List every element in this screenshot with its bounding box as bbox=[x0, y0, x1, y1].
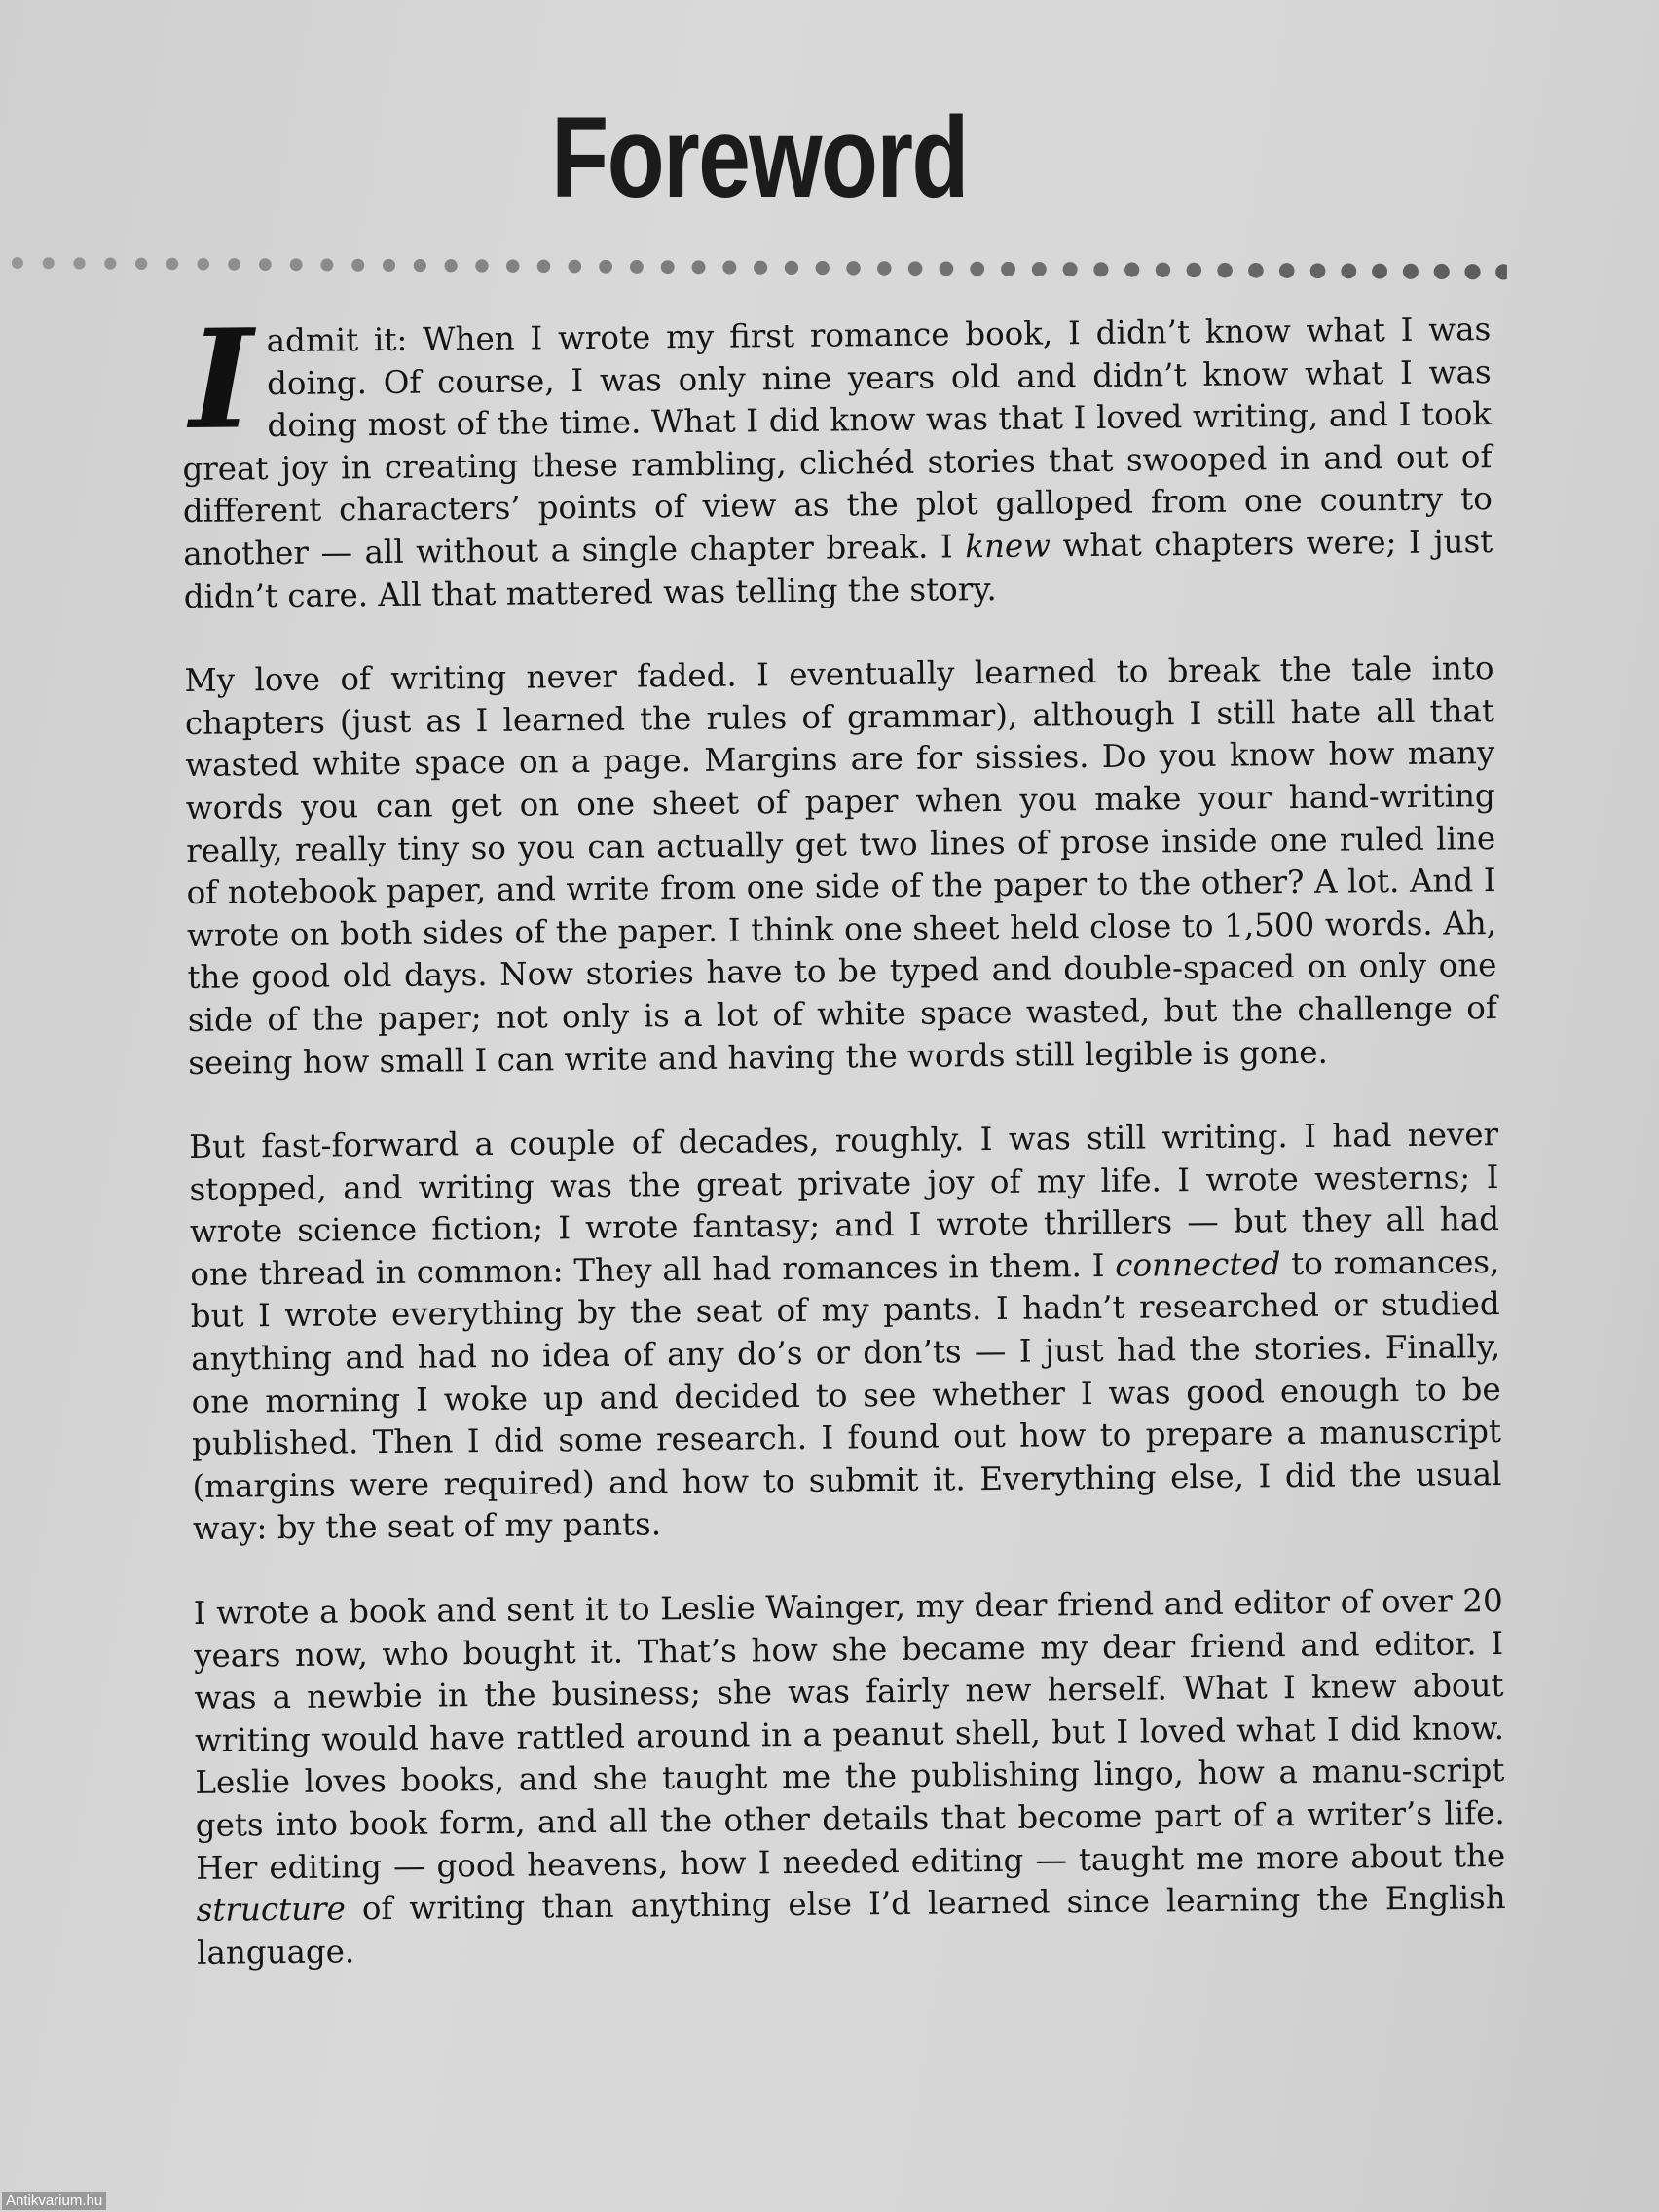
rule-dot bbox=[1372, 264, 1387, 279]
rule-dot bbox=[1279, 263, 1295, 278]
rule-dot bbox=[506, 259, 520, 273]
rule-dot bbox=[568, 260, 581, 274]
rule-dot bbox=[599, 260, 612, 274]
paragraph-text: admit it: When I wrote my first romance book, I didn’t know what I was doing. Of course, I was only nine years old and didn’t know what I was doing most of the time. What I did know was that I loved writing, and I took great joy in creating these rambling, clichéd stories that swooped in and out of different characters’ points of view as the plot galloped from one country to another — all without a single chapter break. I bbox=[182, 311, 1493, 572]
rule-dot bbox=[228, 258, 240, 271]
rule-dot bbox=[1310, 263, 1326, 278]
paragraph-text: to romances, but I wrote everything by the seat of my pants. I hadn’t researched or studied anything and had no idea of any do’s or don’ts — I just had the stories. Finally, one morning I woke up and decided to see whether I was good enough to be published. Then I did some research. I found out how to prepare a manuscript (margins were required) and how to submit it. Everything else, I did the usual way: by the seat of my pants. bbox=[190, 1242, 1502, 1548]
rule-dot bbox=[661, 260, 675, 274]
rule-dot bbox=[43, 257, 55, 269]
rule-dot bbox=[754, 261, 767, 275]
rule-dot bbox=[722, 260, 736, 274]
watermark-label: Antikvarium.hu bbox=[2, 2192, 106, 2210]
paragraph-text: My love of writing never faded. I eventually learned to break the tale into chapters (just as I learned the rules of grammar), although I still hate all that wasted white space on a page. Margins are for sissies. Do you know how many words you can get on one sheet of paper when you make your hand-writing really, really tiny so you can actually get two lines of prose inside one ruled line of notebook paper, and write from one side of the paper to the other? A lot. And I wrote on both sides of the paper. I think one sheet held close to 1,500 words. Ah, the good old days. Now stories have to be typed and double-spaced on only one side of the paper; not only is a lot of white space wasted, but the challenge of seeing how small I can write and having the words still legible is gone. bbox=[184, 649, 1498, 1082]
rule-dot bbox=[908, 261, 923, 276]
rule-dot bbox=[1464, 264, 1480, 279]
paragraph-text: But fast-forward a couple of decades, roughly. I was still writing. I had never stopped, and writing was the great private joy of my life. I wrote westerns; I wrote science fiction; I wrote fantasy; and I wrote thrillers — but they all had one thread in common: They all had romances in them. I bbox=[188, 1116, 1500, 1293]
rule-dot bbox=[1495, 264, 1507, 279]
paragraph bbox=[184, 647, 1497, 1085]
rule-dot bbox=[970, 262, 984, 276]
dotted-rule bbox=[8, 252, 1507, 282]
rule-dot bbox=[691, 260, 705, 274]
emphasis-text: knew bbox=[965, 527, 1051, 566]
foreword-body bbox=[181, 300, 1507, 2016]
emphasis-text: connected bbox=[1115, 1245, 1281, 1284]
rule-dot bbox=[1156, 263, 1170, 277]
paragraph-text: what chapters were; I just didn’t care. All that mattered was telling the story. bbox=[183, 523, 1493, 615]
rule-dot bbox=[940, 261, 954, 276]
rule-dot bbox=[816, 261, 830, 275]
rule-dot bbox=[1434, 264, 1450, 279]
rule-dot bbox=[444, 259, 457, 272]
rule-dot bbox=[1217, 263, 1233, 278]
rule-dot bbox=[537, 260, 551, 274]
rule-dot bbox=[320, 259, 333, 272]
rule-dot bbox=[1187, 263, 1202, 278]
rule-dot bbox=[1124, 262, 1139, 276]
rule-dot bbox=[197, 258, 209, 271]
rule-dot bbox=[135, 258, 147, 270]
rule-dot bbox=[1093, 262, 1108, 276]
rule-dot bbox=[1248, 263, 1264, 278]
drop-cap: I bbox=[188, 300, 254, 461]
paragraph-text: I wrote a book and sent it to Leslie Wainger, my dear friend and editor of over 20 years now, who bought it. That’s how she became my dear friend and editor. I was a newbie in the business; she was fairly new herself. What I knew about writing would have rattled around in a peanut shell, but I loved what I did know. Leslie loves books, and she taught me the publishing lingo, how a manu-script gets into book form, and all the other details that become part of a writer’s life. Her editing — good heavens, how I needed editing — taught me more about the bbox=[193, 1582, 1506, 1887]
paragraph-text: of writing than anything else I’d learned since learning the English language. bbox=[196, 1879, 1506, 1972]
paragraph bbox=[181, 300, 1493, 618]
rule-dot bbox=[259, 258, 272, 271]
rule-dot bbox=[1341, 263, 1356, 278]
rule-dot bbox=[877, 261, 892, 276]
rule-dot bbox=[73, 257, 85, 269]
rule-dot bbox=[475, 259, 488, 272]
rule-dot bbox=[1032, 262, 1047, 276]
rule-dot bbox=[12, 257, 23, 269]
rule-dot bbox=[104, 257, 116, 269]
paragraph bbox=[194, 1580, 1507, 1974]
rule-dot bbox=[414, 259, 426, 272]
rule-dot bbox=[1063, 262, 1078, 276]
rule-dot bbox=[383, 259, 395, 272]
rule-dot bbox=[630, 260, 644, 274]
rule-dot bbox=[290, 258, 303, 271]
paragraph bbox=[189, 1114, 1502, 1551]
rule-dot bbox=[1001, 262, 1015, 276]
page-title: Foreword bbox=[551, 93, 968, 222]
rule-dot bbox=[785, 261, 798, 275]
rule-dot bbox=[846, 261, 861, 276]
rule-dot bbox=[351, 259, 364, 272]
emphasis-text: structure bbox=[196, 1890, 347, 1930]
rule-dot bbox=[1403, 264, 1419, 279]
rule-dot bbox=[166, 258, 179, 271]
